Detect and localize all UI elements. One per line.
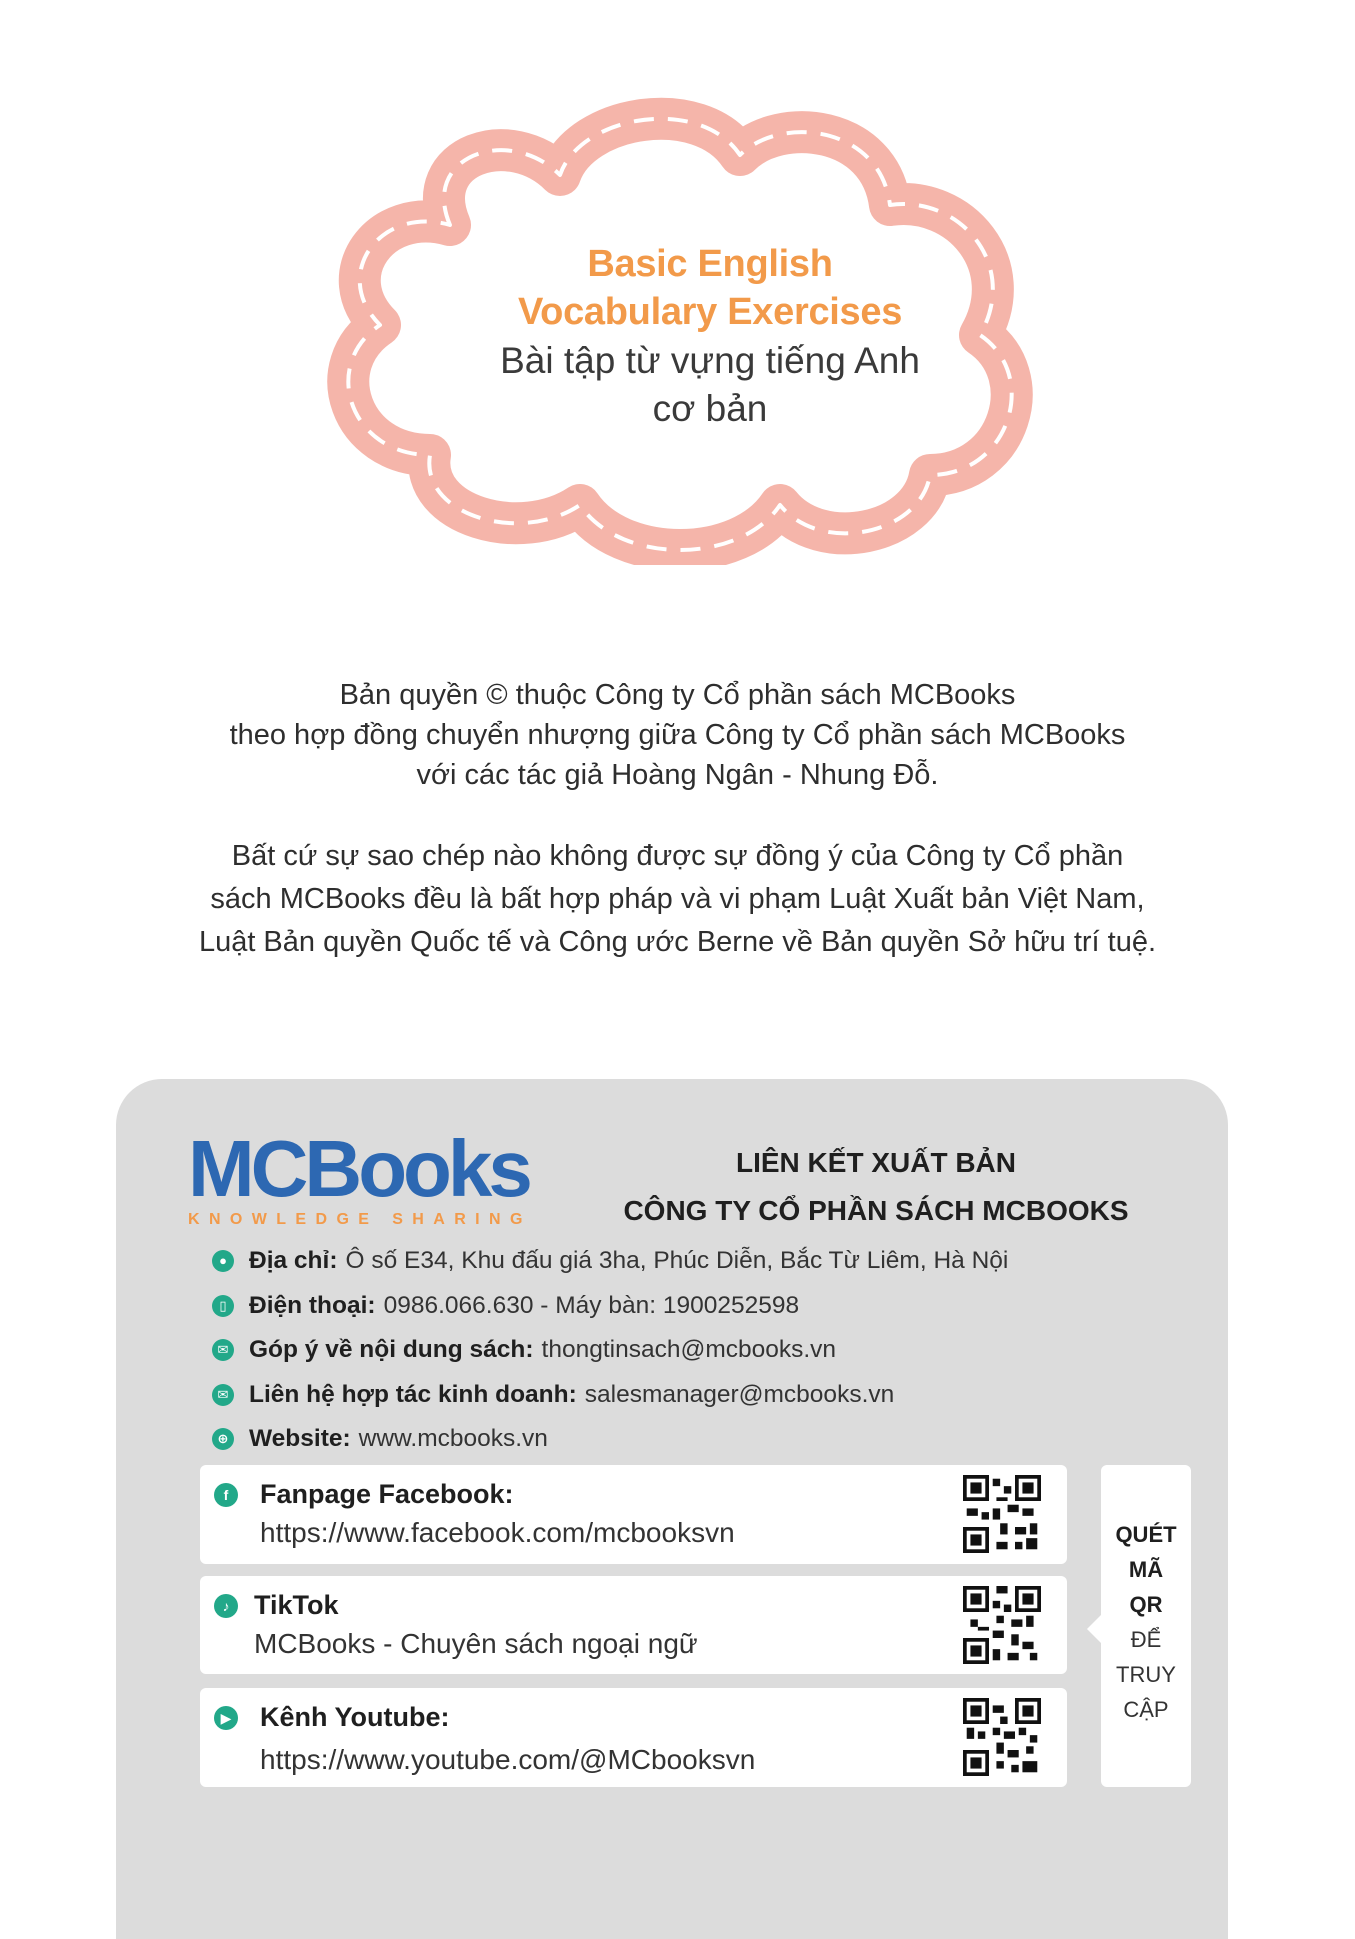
logo-wordmark: MCBooks — [188, 1124, 529, 1213]
title-vi-line2: cơ bản — [652, 388, 768, 429]
card-title: Fanpage Facebook: — [260, 1479, 514, 1509]
qr-code-icon — [963, 1475, 1041, 1553]
scan-qr-callout — [1101, 1465, 1191, 1787]
scan-word: QR — [1129, 1592, 1163, 1617]
card-link[interactable]: https://www.facebook.com/mcbooksvn — [260, 1517, 735, 1548]
publisher-line1: LIÊN KẾT XUẤT BẢN — [736, 1147, 1016, 1178]
tiktok-card[interactable] — [200, 1576, 1067, 1674]
callout-pointer — [1087, 1615, 1101, 1643]
copyright-notice — [100, 835, 1255, 964]
tiktok-icon: ♪ — [214, 1594, 238, 1618]
copyright-statement — [100, 675, 1255, 795]
copyright-line: theo hợp đồng chuyển nhượng giữa Công ty Cổ phần sách MCBooks — [229, 719, 1126, 751]
contact-address — [212, 1239, 1132, 1284]
contact-business — [212, 1373, 1132, 1418]
logo-tagline: KNOWLEDGE SHARING — [188, 1211, 532, 1228]
facebook-icon: f — [214, 1483, 238, 1507]
contact-value: Ô số E34, Khu đấu giá 3ha, Phúc Diễn, Bắc Từ Liêm, Hà Nội — [345, 1247, 1009, 1275]
publisher-heading — [596, 1139, 1156, 1235]
contact-website — [212, 1417, 1132, 1462]
contact-value[interactable]: thongtinsach@mcbooks.vn — [541, 1336, 837, 1364]
notice-line: sách MCBooks đều là bất hợp pháp và vi phạm Luật Xuất bản Việt Nam, — [210, 883, 1145, 915]
copyright-line: Bản quyền © thuộc Công ty Cổ phần sách MCBooks — [339, 679, 1016, 711]
mcbooks-logo — [188, 1124, 533, 1229]
youtube-icon: ▶ — [214, 1706, 238, 1730]
contact-feedback — [212, 1328, 1132, 1373]
notice-line: Bất cứ sự sao chép nào không được sự đồng ý của Công ty Cổ phần — [231, 840, 1124, 872]
copyright-line: với các tác giả Hoàng Ngân - Nhung Đỗ. — [416, 759, 939, 791]
publisher-panel — [116, 1079, 1228, 1939]
contact-phone — [212, 1284, 1132, 1329]
contact-label: Điện thoại: — [249, 1291, 376, 1319]
contact-list — [212, 1239, 1132, 1462]
contact-value: 0986.066.630 - Máy bàn: 1900252598 — [383, 1291, 800, 1319]
contact-value[interactable]: www.mcbooks.vn — [358, 1425, 548, 1453]
youtube-card[interactable] — [200, 1688, 1067, 1787]
title-vi-line1: Bài tập từ vựng tiếng Anh — [500, 340, 920, 381]
facebook-card[interactable] — [200, 1465, 1067, 1564]
contact-label: Website: — [249, 1425, 351, 1453]
contact-label: Liên hệ hợp tác kinh doanh: — [249, 1380, 577, 1408]
mail-icon: ✉ — [212, 1384, 234, 1406]
scan-word: TRUY — [1116, 1662, 1176, 1687]
contact-label: Địa chỉ: — [249, 1247, 338, 1275]
card-title: TikTok — [254, 1590, 339, 1620]
scan-word: CẬP — [1123, 1697, 1169, 1722]
scan-word: QUÉT — [1115, 1522, 1177, 1547]
phone-icon: ▯ — [212, 1295, 234, 1317]
title-en-line1: Basic English — [587, 243, 833, 285]
scan-word: ĐỂ — [1130, 1627, 1162, 1652]
qr-code-icon — [963, 1586, 1041, 1664]
cover-title — [420, 240, 1000, 432]
scan-word: MÃ — [1128, 1557, 1164, 1582]
card-link[interactable]: https://www.youtube.com/@MCbooksvn — [260, 1744, 756, 1775]
title-en-line2: Vocabulary Exercises — [517, 291, 903, 333]
card-title: Kênh Youtube: — [260, 1702, 450, 1732]
contact-value[interactable]: salesmanager@mcbooks.vn — [584, 1380, 895, 1408]
location-icon: ● — [212, 1250, 234, 1272]
notice-line: Luật Bản quyền Quốc tế và Công ước Berne về Bản quyền Sở hữu trí tuệ. — [198, 926, 1157, 958]
contact-label: Góp ý về nội dung sách: — [249, 1336, 534, 1364]
globe-icon: ⊕ — [212, 1428, 234, 1450]
qr-code-icon — [963, 1698, 1041, 1776]
card-text[interactable]: MCBooks - Chuyên sách ngoại ngữ — [254, 1628, 698, 1659]
mail-icon: ✉ — [212, 1339, 234, 1361]
publisher-line2: CÔNG TY CỔ PHẦN SÁCH MCBOOKS — [623, 1195, 1129, 1226]
